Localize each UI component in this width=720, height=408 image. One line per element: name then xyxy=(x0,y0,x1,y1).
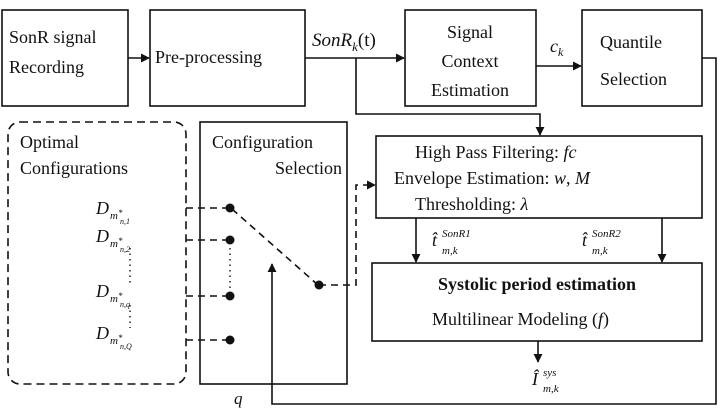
recording-line-1: SonR signal xyxy=(9,27,97,47)
svg-text:D: D xyxy=(96,226,109,246)
svg-text:SonR1: SonR1 xyxy=(442,228,471,240)
block-configuration-selection xyxy=(200,122,347,384)
systolic-subtitle: Multilinear Modeling (f) xyxy=(432,309,609,329)
switch-contact-1 xyxy=(226,204,235,213)
config-line-1: Configuration xyxy=(212,132,313,152)
ck-signal-label: $c_k$ xyxy=(550,36,564,59)
q-label: q xyxy=(234,389,243,408)
preprocessing-label: Pre-processing xyxy=(155,47,262,67)
optimal-line-2: Configurations xyxy=(20,158,128,178)
svg-text:D: D xyxy=(96,281,109,301)
svg-text:t̂: t̂ xyxy=(582,230,588,250)
svg-text:n,1: n,1 xyxy=(120,217,130,226)
filtering-line-2: Envelope Estimation: w, M xyxy=(394,168,590,188)
block-preprocessing xyxy=(150,10,305,106)
filtering-line-3: Thresholding: λ xyxy=(415,194,529,214)
block-optimal-configurations xyxy=(8,122,186,384)
svg-text:n,Q: n,Q xyxy=(120,342,132,351)
block-quantile-selection xyxy=(582,10,702,106)
svg-text:n,2: n,2 xyxy=(120,245,130,254)
switch-arm xyxy=(232,209,318,285)
switch-contact-2 xyxy=(226,236,235,245)
svg-text:n,q: n,q xyxy=(120,300,130,309)
svg-text:m*: m* xyxy=(110,291,123,305)
sonr-signal-label: SonR$_k$(t) xyxy=(312,30,376,54)
config-item-1 xyxy=(95,198,130,226)
svg-text:m*: m* xyxy=(110,208,123,222)
switch-contact-q xyxy=(226,292,235,301)
quantile-line-1: Quantile xyxy=(600,32,662,52)
optimal-line-1: Optimal xyxy=(20,132,79,152)
svg-text:m*: m* xyxy=(110,333,123,347)
svg-text:Î: Î xyxy=(532,369,538,389)
svg-text:m,k: m,k xyxy=(592,245,608,257)
recording-line-2: Recording xyxy=(9,57,84,77)
block-filtering xyxy=(376,136,702,218)
svg-text:m,k: m,k xyxy=(442,245,458,257)
svg-text:t̂: t̂ xyxy=(432,230,438,250)
t-sonr2-label xyxy=(582,228,621,257)
i-sys-output-label xyxy=(531,367,560,395)
config-item-q xyxy=(95,281,130,309)
block-context-estimation xyxy=(405,10,536,106)
config-item-2 xyxy=(95,226,130,254)
context-line-3: Estimation xyxy=(431,80,509,100)
t-sonr1-label xyxy=(432,228,471,257)
context-line-2: Context xyxy=(441,51,499,71)
filtering-line-1: High Pass Filtering: fc xyxy=(415,142,577,162)
config-item-Q xyxy=(95,323,132,351)
svg-text:D: D xyxy=(96,323,109,343)
context-line-1: Signal xyxy=(446,22,494,42)
svg-text:D: D xyxy=(96,198,109,218)
svg-text:m*: m* xyxy=(110,236,123,250)
svg-text:m,k: m,k xyxy=(543,383,559,395)
systolic-title: Systolic period estimation xyxy=(438,274,636,294)
quantile-line-2: Selection xyxy=(600,69,667,89)
svg-text:SonR2: SonR2 xyxy=(592,228,621,240)
block-recording xyxy=(2,10,128,106)
config-line-2: Selection xyxy=(275,158,342,178)
svg-text:sys: sys xyxy=(543,367,557,379)
arrow-quantile-feedback-q xyxy=(272,58,716,404)
switch-contact-Q xyxy=(226,336,235,345)
block-systolic-estimation xyxy=(372,263,702,341)
